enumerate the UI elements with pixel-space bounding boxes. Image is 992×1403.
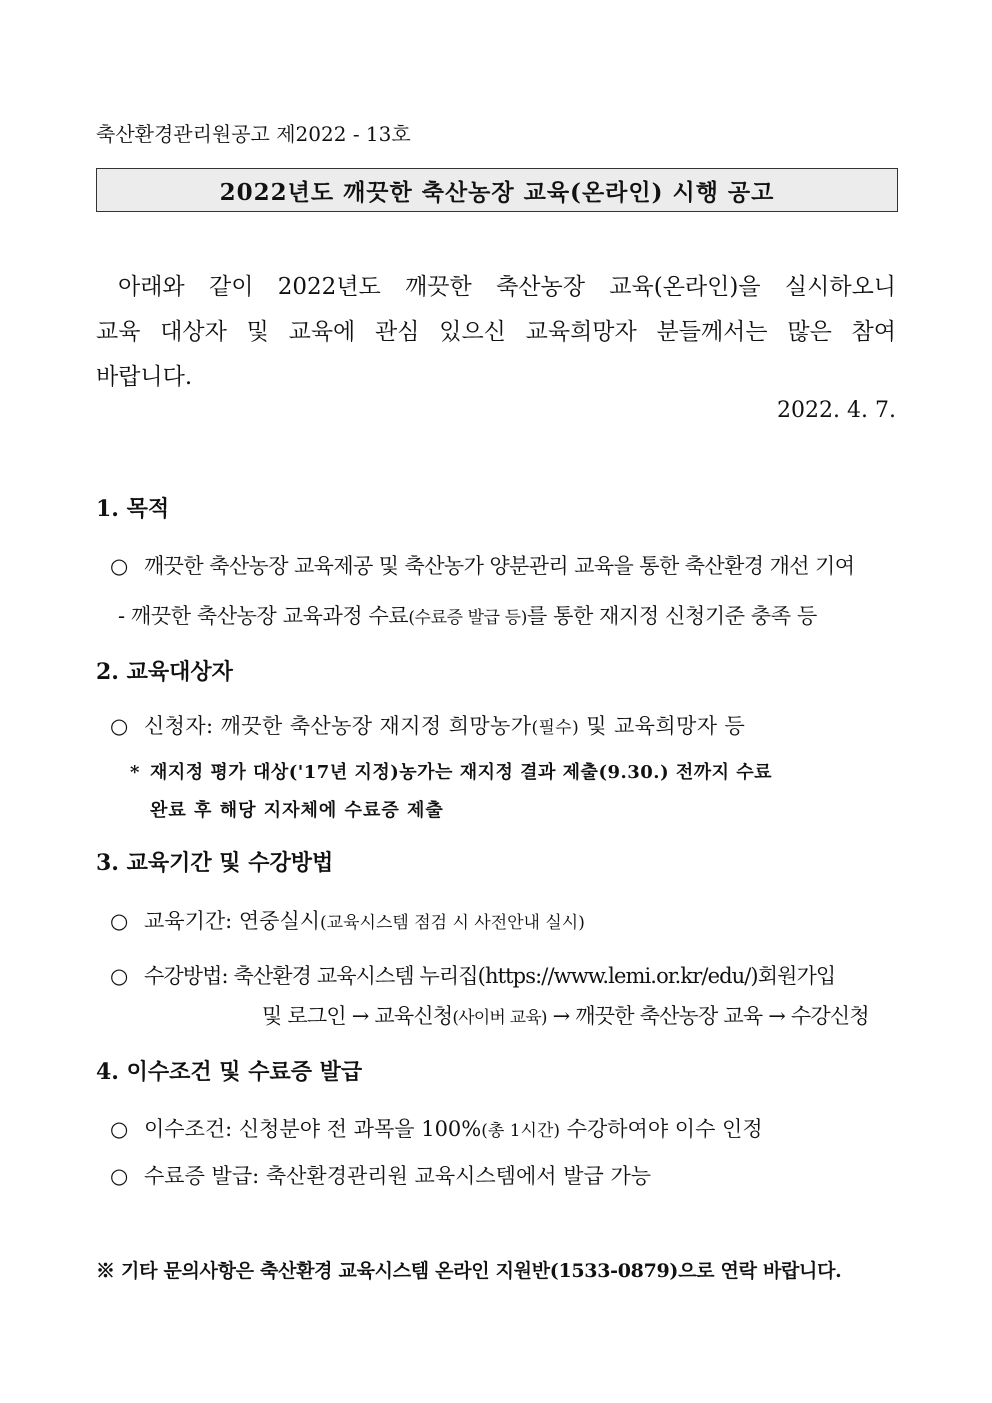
bullet-text: 신청자: 깨끗한 축산농장 재지정 희망농가 xyxy=(144,714,532,738)
notice-number: 축산환경관리원공고 제2022 - 13호 xyxy=(96,122,411,146)
dash-text: - 깨끗한 축산농장 교육과정 수료 xyxy=(118,604,409,628)
bullet-text-post: 수강하여야 이수 인정 xyxy=(560,1117,763,1141)
notice-date: 2022. 4. 7. xyxy=(777,398,896,423)
bullet-text: 교육기간: 연중실시 xyxy=(144,909,321,933)
intro-paragraph xyxy=(96,265,896,400)
section-3-bullet-1 xyxy=(110,905,585,935)
intro-line-1: 아래와 같이 2022년도 깨끗한 축산농장 교육(온라인)을 실시하오니 xyxy=(118,274,896,300)
dash-text-post: 를 통한 재지정 신청기준 충족 등 xyxy=(526,604,817,628)
section-4-bullet-1 xyxy=(110,1113,763,1143)
intro-line-3: 바랍니다. xyxy=(96,364,193,390)
bullet-circle-icon: ○ xyxy=(110,1117,129,1141)
bullet-circle-icon: ○ xyxy=(110,964,128,988)
asterisk-icon: * xyxy=(130,762,140,783)
bullet-text: 및 로그인 → 교육신청 xyxy=(262,1004,453,1028)
section-2-bullet-1 xyxy=(110,710,745,740)
bullet-circle-icon: ○ xyxy=(110,554,128,578)
bullet-circle-icon: ○ xyxy=(110,714,129,738)
bullet-small-text: (필수) xyxy=(531,718,580,738)
bullet-circle-icon: ○ xyxy=(110,909,129,933)
bullet-circle-icon: ○ xyxy=(110,1164,129,1188)
bullet-text-post: → 깨끗한 축산농장 교육 → 수강신청 xyxy=(546,1004,869,1028)
dash-small-text: (수료증 발급 등) xyxy=(408,608,527,628)
note-text: 재지정 평가 대상('17년 지정)농가는 재지정 결과 제출(9.30.) 전까지 수료 xyxy=(150,762,773,783)
bullet-text: 깨끗한 축산농장 교육제공 및 축산농가 양분관리 교육을 통한 축산환경 개선 기여 xyxy=(144,554,855,578)
page-title: 2022년도 깨끗한 축산농장 교육(온라인) 시행 공고 xyxy=(219,178,775,206)
section-3-bullet-2-cont xyxy=(262,1000,869,1030)
bullet-small-text: (총 1시간) xyxy=(481,1121,561,1141)
contact-footer: ※ 기타 문의사항은 축산환경 교육시스템 온라인 지원반(1533-0879)으로 연락 바랍니다. xyxy=(96,1260,842,1282)
section-3-heading: 3. 교육기간 및 수강방법 xyxy=(96,850,334,876)
section-1-heading: 1. 목적 xyxy=(96,496,170,522)
section-2-note-line-2: 완료 후 해당 지자체에 수료증 제출 xyxy=(150,800,444,821)
section-1-dash-1 xyxy=(118,600,817,630)
bullet-text: 수료증 발급: 축산환경관리원 교육시스템에서 발급 가능 xyxy=(144,1164,652,1188)
section-2-heading: 2. 교육대상자 xyxy=(96,659,233,685)
section-3-bullet-2 xyxy=(110,960,835,990)
bullet-text: 이수조건: 신청분야 전 과목을 100% xyxy=(144,1117,482,1141)
bullet-text: 수강방법: 축산환경 교육시스템 누리집(https://www.lemi.or.kr/edu/)회원가입 xyxy=(144,964,836,988)
section-4-heading: 4. 이수조건 및 수료증 발급 xyxy=(96,1059,363,1085)
intro-line-2: 교육 대상자 및 교육에 관심 있으신 교육희망자 분들께서는 많은 참여 xyxy=(96,319,896,345)
section-1-bullet-1 xyxy=(110,550,854,580)
bullet-small-text: (사이버 교육) xyxy=(452,1008,547,1028)
section-4-bullet-2 xyxy=(110,1160,651,1190)
section-2-note-line-1 xyxy=(130,758,772,784)
title-box xyxy=(96,168,898,212)
bullet-text-post: 및 교육희망자 등 xyxy=(579,714,746,738)
bullet-small-text: (교육시스템 점검 시 사전안내 실시) xyxy=(320,913,585,933)
